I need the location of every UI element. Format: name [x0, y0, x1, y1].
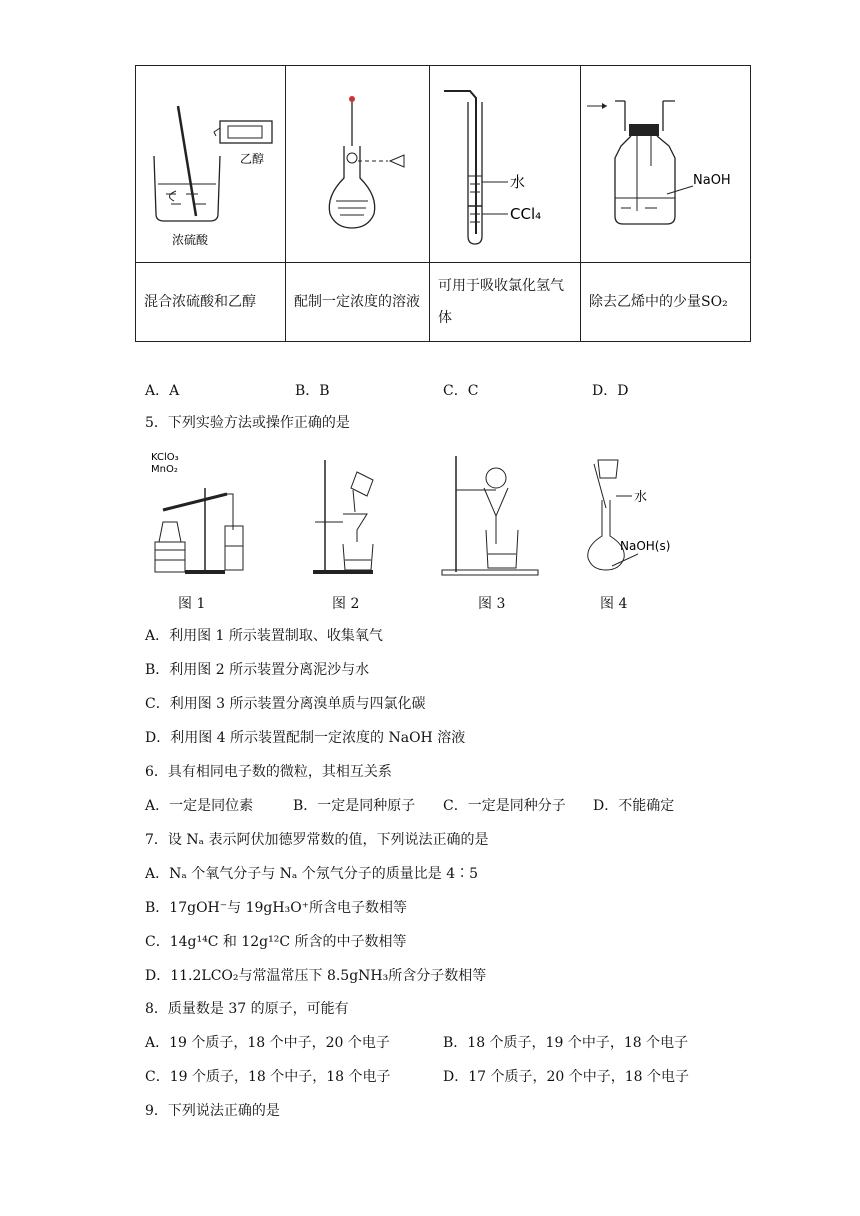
q5-stem: 5．下列实验方法或操作正确的是	[145, 415, 350, 431]
ethanol-label: 乙醇	[240, 152, 265, 166]
figure-4-diagram	[578, 450, 688, 580]
volumetric-flask-diagram	[286, 66, 429, 258]
q8-option-d[interactable]: D．17 个质子，20 个中子，18 个电子	[443, 1069, 690, 1085]
apparatus-table	[135, 65, 751, 342]
figure-3-diagram	[438, 450, 548, 580]
caption-d: 除去乙烯中的少量SO₂	[581, 263, 751, 342]
figure-1-caption: 图 1	[178, 596, 206, 612]
cell-image-d	[581, 66, 751, 263]
q7-stem: 7．设 Nₐ 表示阿伏加德罗常数的值，下列说法正确的是	[145, 832, 489, 848]
figure-1-diagram	[145, 450, 263, 580]
q6-stem: 6．具有相同电子数的微粒，其相互关系	[145, 764, 392, 780]
q5-option-b[interactable]: B．利用图 2 所示装置分离泥沙与水	[145, 662, 370, 678]
naoh-solid-label: NaOH(s)	[620, 539, 671, 553]
q8-option-a[interactable]: A．19 个质子，18 个中子，20 个电子	[145, 1035, 390, 1051]
q6-option-b[interactable]: B．一定是同种原子	[293, 798, 416, 814]
water-label: 水	[510, 173, 526, 191]
caption-b: 配制一定浓度的溶液	[286, 263, 430, 342]
q7-option-b[interactable]: B．17gOH⁻与 19gH₃O⁺所含电子数相等	[145, 900, 408, 916]
gas-washing-bottle-diagram	[581, 66, 750, 258]
conc-acid-label: 浓硫酸	[172, 233, 209, 247]
caption-c: 可用于吸收氯化氢气体	[430, 263, 581, 342]
q5-option-c[interactable]: C．利用图 3 所示装置分离溴单质与四氯化碳	[145, 696, 426, 712]
mixing-acid-ethanol-diagram	[136, 66, 285, 258]
mno2-label: MnO₂	[151, 464, 178, 475]
test-tube-absorption-diagram	[430, 66, 580, 258]
figure-2-caption: 图 2	[332, 596, 360, 612]
q8-option-c[interactable]: C．19 个质子，18 个中子，18 个电子	[145, 1069, 391, 1085]
cell-image-b	[286, 66, 430, 263]
ccl4-label: CCl₄	[510, 205, 542, 223]
cell-image-a	[136, 66, 286, 263]
q7-option-a[interactable]: A．Nₐ 个氧气分子与 Nₐ 个氖气分子的质量比是 4∶5	[145, 866, 479, 882]
q9-stem: 9．下列说法正确的是	[145, 1103, 280, 1119]
figure-4-caption: 图 4	[600, 596, 628, 612]
naoh-label: NaOH	[693, 173, 731, 188]
q5-option-d[interactable]: D．利用图 4 所示装置配制一定浓度的 NaOH 溶液	[145, 730, 466, 746]
kclo3-label: KClO₃	[151, 452, 179, 463]
q6-option-c[interactable]: C．一定是同种分子	[443, 798, 566, 814]
q7-option-d[interactable]: D．11.2LCO₂与常温常压下 8.5gNH₃所含分子数相等	[145, 968, 487, 984]
q4-options	[145, 380, 745, 400]
q7-option-c[interactable]: C．14g¹⁴C 和 12g¹²C 所含的中子数相等	[145, 934, 407, 950]
cell-image-c	[430, 66, 581, 263]
q6-option-d[interactable]: D．不能确定	[593, 798, 675, 814]
q4-option-b[interactable]: B．B	[295, 383, 330, 399]
q4-option-c[interactable]: C．C	[443, 383, 479, 399]
q8-option-b[interactable]: B．18 个质子，19 个中子，18 个电子	[443, 1035, 689, 1051]
q6-option-a[interactable]: A．一定是同位素	[145, 798, 254, 814]
figure-3-caption: 图 3	[478, 596, 506, 612]
caption-a: 混合浓硫酸和乙醇	[136, 263, 286, 342]
q4-option-a[interactable]: A．A	[145, 383, 180, 399]
q4-option-d[interactable]: D．D	[592, 383, 629, 399]
q5-option-a[interactable]: A．利用图 1 所示装置制取、收集氧气	[145, 628, 383, 644]
q8-stem: 8．质量数是 37 的原子，可能有	[145, 1001, 349, 1017]
figure-2-diagram	[305, 450, 385, 580]
fig4-water-label: 水	[634, 490, 648, 505]
